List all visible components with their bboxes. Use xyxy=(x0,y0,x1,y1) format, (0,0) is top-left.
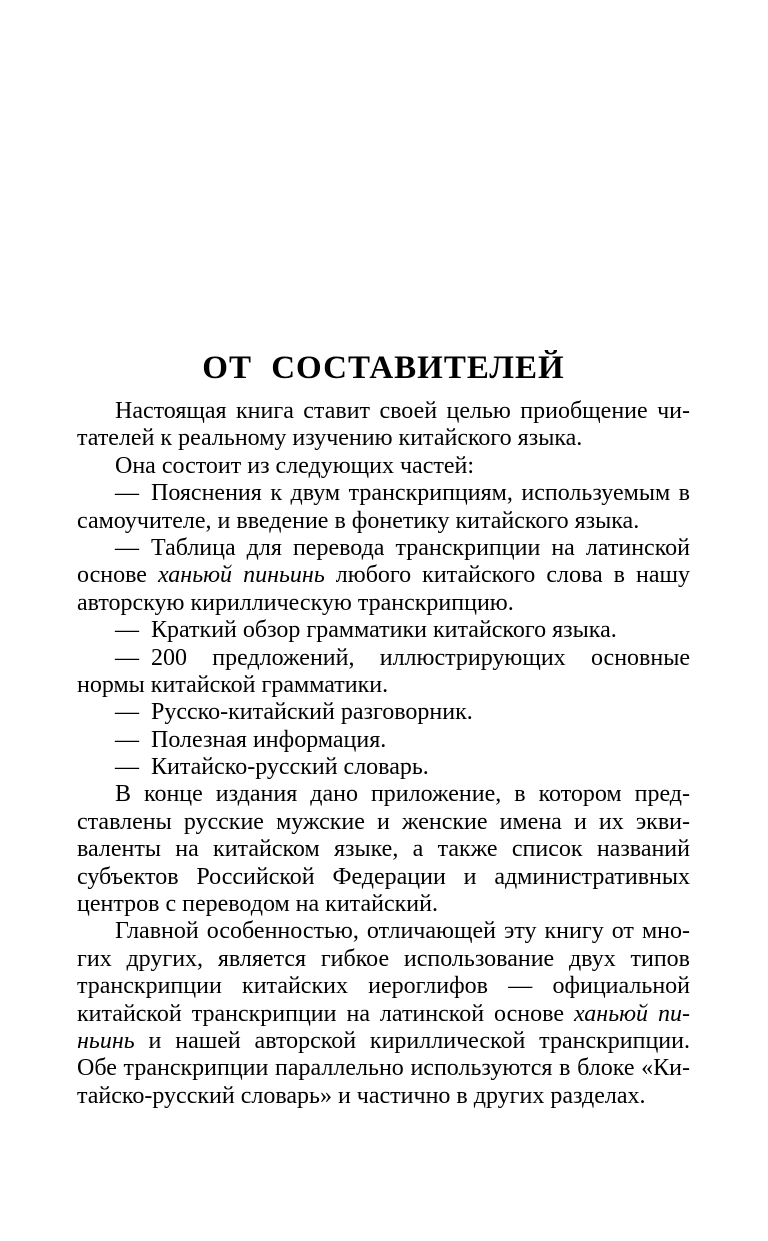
plain-text: Главной особенностью, отличающей эту книгу от мно- xyxy=(115,918,690,945)
text-line xyxy=(77,398,690,425)
plain-text: — Русско-китайский разговорник. xyxy=(115,699,473,726)
plain-text: — 200 предложений, иллюстрирующих основные xyxy=(115,644,690,671)
text-line xyxy=(77,672,690,699)
text-line xyxy=(77,699,690,726)
plain-text: — Полезная информация. xyxy=(115,726,387,753)
plain-text: тателей к реальному изучению китайского языка. xyxy=(77,425,583,452)
plain-text: субъектов Российской Федерации и административных xyxy=(77,863,690,890)
plain-text: — Краткий обзор грамматики китайского языка. xyxy=(115,617,617,644)
plain-text: авторскую кириллическую транскрипцию. xyxy=(77,589,514,616)
text-line xyxy=(77,1083,690,1110)
plain-text: ставлены русские мужские и женские имена и их экви- xyxy=(77,808,690,835)
plain-text: — Китайско-русский словарь. xyxy=(115,754,429,781)
plain-text: нормы китайской грамматики. xyxy=(77,671,389,698)
plain-text: валенты на китайском языке, а также список названий xyxy=(77,836,690,863)
text-line xyxy=(77,973,690,1000)
plain-text: — Пояснения к двум транскрипциям, используемым в xyxy=(115,480,690,507)
plain-text: Она состоит из следующих частей: xyxy=(115,452,475,479)
text-line xyxy=(77,891,690,918)
body-text xyxy=(77,398,690,1110)
text-line xyxy=(77,645,690,672)
text-line xyxy=(77,1028,690,1055)
plain-text: центров с переводом на китайский. xyxy=(77,891,438,918)
text-line xyxy=(77,727,690,754)
plain-text: Настоящая книга ставит своей целью приобщение чи- xyxy=(115,398,690,424)
text-line xyxy=(77,453,690,480)
plain-text: самоучителе, и введение в фонетику китайского языка. xyxy=(77,507,640,534)
text-line xyxy=(77,864,690,891)
text-line xyxy=(77,918,690,945)
text-line xyxy=(77,946,690,973)
plain-text: основе xyxy=(77,562,158,589)
text-line xyxy=(77,781,690,808)
text-line xyxy=(77,508,690,535)
plain-text: гих других, является гибкое использование двух типов xyxy=(77,945,690,972)
text-line xyxy=(77,1055,690,1082)
text-line xyxy=(77,1001,690,1028)
italic-text: ньинь xyxy=(77,1027,135,1054)
italic-text: ханьюй пи- xyxy=(573,1000,691,1027)
page-title: ОТ СОСТАВИТЕЛЕЙ xyxy=(202,350,565,387)
text-line xyxy=(77,562,690,589)
text-line xyxy=(77,809,690,836)
plain-text: любого китайского слова в нашу xyxy=(324,562,690,589)
text-line xyxy=(77,425,690,452)
plain-text: китайской транскрипции на латинской основе xyxy=(77,1000,574,1027)
text-line xyxy=(77,836,690,863)
plain-text: — Таблица для перевода транскрипции на латинской xyxy=(115,534,690,561)
text-line xyxy=(77,754,690,781)
text-line xyxy=(77,617,690,644)
text-line xyxy=(77,590,690,617)
plain-text: В конце издания дано приложение, в котором пред- xyxy=(115,781,690,808)
text-line xyxy=(77,535,690,562)
plain-text: тайско-русский словарь» и частично в других разделах. xyxy=(77,1082,646,1109)
plain-text: и нашей авторской кириллической транскрипции. xyxy=(134,1027,690,1054)
plain-text: транскрипции китайских иероглифов — официальной xyxy=(77,973,690,1000)
text-line xyxy=(77,480,690,507)
italic-text: ханьюй пиньинь xyxy=(157,562,325,589)
plain-text: Обе транскрипции параллельно используются в блоке «Ки- xyxy=(77,1055,690,1082)
